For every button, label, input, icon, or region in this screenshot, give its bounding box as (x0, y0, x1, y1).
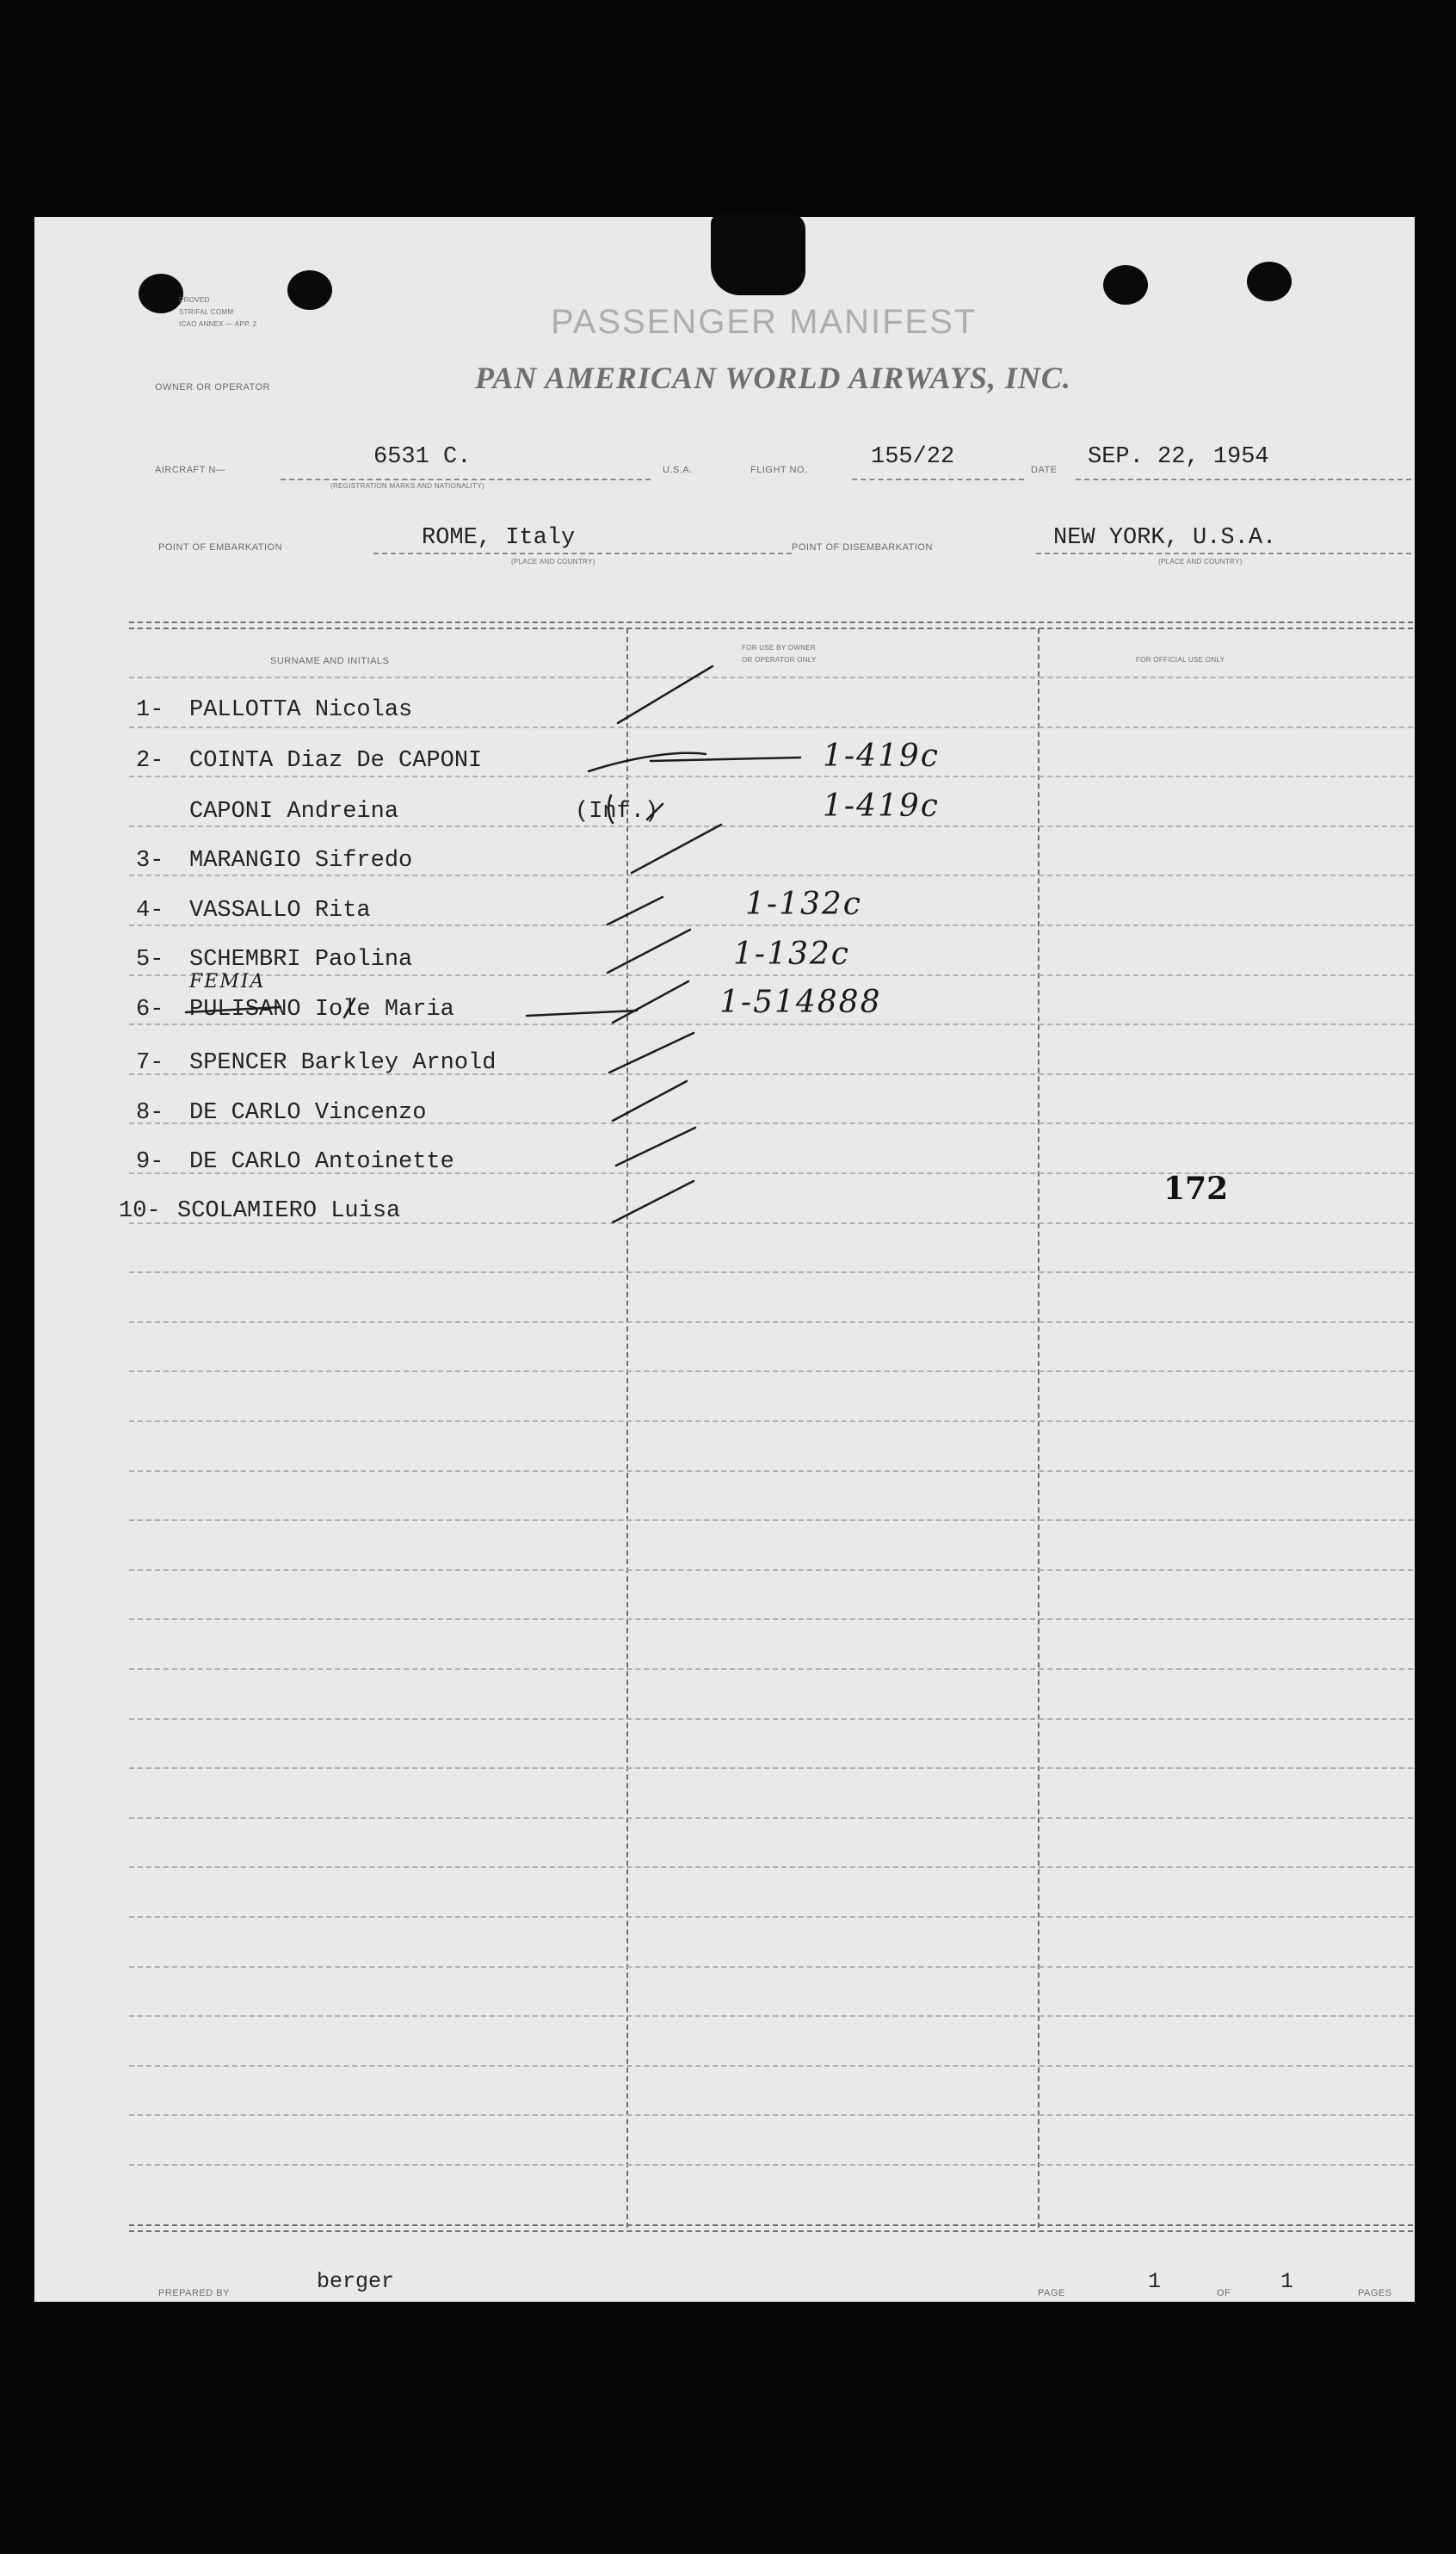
aircraft-value: 6531 C. (373, 444, 472, 470)
approval-line: ICAO ANNEX — APP. 2 (179, 320, 257, 328)
owner-column-header: OR OPERATOR ONLY (742, 656, 817, 664)
passenger-name: VASSALLO Rita (189, 898, 371, 924)
passenger-name: PULISANO Iole Maria (189, 997, 454, 1023)
passenger-number: 3- (136, 848, 164, 874)
bracket-mark (608, 795, 613, 823)
embark-value: ROME, Italy (422, 525, 576, 551)
stamp-number: 172 (1163, 1171, 1229, 1207)
surname-column-header: SURNAME AND INITIALS (270, 656, 390, 666)
country-label: U.S.A. (663, 465, 693, 475)
approval-line: STRIFAL COMM (179, 308, 234, 316)
approval-line: PROVED (179, 296, 210, 304)
passenger-name: DE CARLO Vincenzo (189, 1100, 427, 1126)
passenger-note: 1-514888 (719, 985, 882, 1020)
strike-through (186, 1007, 281, 1012)
passenger-number: 4- (136, 898, 164, 924)
passenger-number: 1- (136, 697, 164, 723)
page-value: 1 (1148, 2269, 1162, 2294)
prepared-value: berger (317, 2269, 395, 2294)
correction-stroke (344, 999, 355, 1017)
passenger-note: 1-419c (823, 739, 940, 774)
passenger-number: 6- (136, 997, 164, 1023)
check-mark-icon (609, 1033, 694, 1073)
page-label: PAGE (1038, 2288, 1065, 2298)
passenger-note-type: (Inf.) (575, 799, 659, 825)
disembark-label: POINT OF DISEMBARKATION (792, 542, 933, 553)
flight-value: 155/22 (871, 444, 955, 470)
check-mark-icon (618, 666, 713, 723)
strike-through (651, 758, 800, 761)
owner-label: OWNER OR OPERATOR (155, 382, 270, 393)
check-mark-icon (616, 1128, 695, 1166)
passenger-name: SCOLAMIERO Luisa (177, 1198, 401, 1224)
check-mark-icon (647, 804, 663, 819)
passenger-name: CAPONI Andreina (189, 799, 399, 825)
check-mark-icon (632, 825, 721, 873)
passenger-number: 10- (119, 1198, 161, 1224)
passenger-note: 1-132c (745, 887, 862, 922)
name-correction: FEMIA (189, 971, 266, 993)
owner-column-header: FOR USE BY OWNER (742, 644, 816, 652)
aircraft-sublabel: (REGISTRATION MARKS AND NATIONALITY) (330, 482, 484, 490)
pages-label: PAGES (1358, 2288, 1392, 2298)
passenger-name: SCHEMBRI Paolina (189, 947, 413, 973)
check-mark-icon (613, 981, 688, 1023)
strike-through (527, 1011, 637, 1016)
flight-label: FLIGHT NO. (750, 465, 808, 475)
embark-label: POINT OF EMBARKATION (158, 542, 283, 553)
passenger-note: 1-419c (823, 788, 940, 824)
check-mark-icon (613, 1181, 694, 1222)
check-mark-icon (613, 1081, 687, 1121)
check-mark-icon (608, 930, 690, 973)
embark-sublabel: (PLACE AND COUNTRY) (511, 558, 595, 566)
passenger-name: COINTA Diaz De CAPONI (189, 748, 483, 774)
manifest-title: PASSENGER MANIFEST (551, 303, 978, 341)
operator-name: PAN AMERICAN WORLD AIRWAYS, INC. (475, 361, 1071, 395)
disembark-sublabel: (PLACE AND COUNTRY) (1158, 558, 1243, 566)
check-mark-icon (589, 753, 706, 771)
passenger-name: PALLOTTA Nicolas (189, 697, 413, 723)
passenger-name: MARANGIO Sifredo (189, 848, 413, 874)
of-value: 1 (1280, 2269, 1294, 2294)
date-label: DATE (1031, 465, 1058, 475)
passenger-number: 8- (136, 1100, 164, 1126)
prepared-label: PREPARED BY (158, 2288, 230, 2298)
of-label: OF (1217, 2288, 1231, 2298)
passenger-number: 2- (136, 748, 164, 774)
aircraft-label: AIRCRAFT N— (155, 465, 226, 475)
official-column-header: FOR OFFICIAL USE ONLY (1136, 656, 1225, 664)
passenger-number: 7- (136, 1050, 164, 1076)
date-value: SEP. 22, 1954 (1088, 444, 1269, 470)
passenger-number: 5- (136, 947, 164, 973)
passenger-note: 1-132c (733, 937, 850, 972)
passenger-number: 9- (136, 1149, 164, 1175)
passenger-name: DE CARLO Antoinette (189, 1149, 454, 1175)
passenger-name: SPENCER Barkley Arnold (189, 1050, 497, 1076)
check-mark-icon (608, 897, 663, 925)
disembark-value: NEW YORK, U.S.A. (1053, 525, 1277, 551)
